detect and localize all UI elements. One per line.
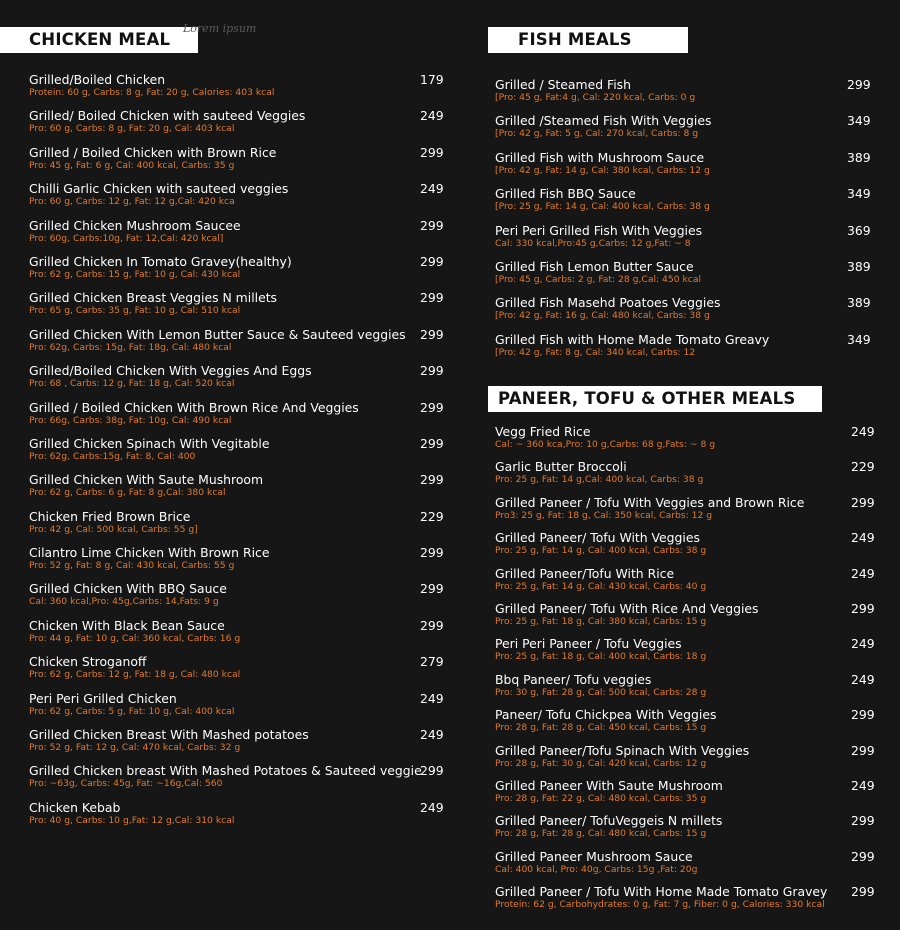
menu-item-nutrition: Pro: 25 g, Fat: 18 g, Cal: 400 kcal, Carbs: 18 g	[495, 651, 707, 663]
menu-item-nutrition: Cal: 400 kcal, Pro: 40g, Carbs: 15g ,Fat: 20g	[495, 863, 698, 875]
menu-item-price: 299	[847, 77, 871, 92]
menu-item-price: 249	[851, 530, 875, 546]
menu-item-price: 279	[420, 654, 444, 670]
menu-item	[495, 113, 875, 149]
menu-item-nutrition: Pro: 60g, Carbs:10g, Fat: 12,Cal: 420 kcal]	[29, 232, 224, 244]
menu-item-name: Grilled Paneer/ Tofu With Rice And Veggies	[495, 600, 759, 616]
menu-item-name: Peri Peri Grilled Fish With Veggies	[495, 222, 703, 238]
menu-item-price: 299	[420, 763, 444, 779]
menu-item	[495, 778, 880, 813]
menu-item	[29, 581, 449, 617]
menu-item-price: 299	[851, 848, 875, 864]
menu-item-price: 249	[851, 777, 875, 793]
menu-item-name: Chilli Garlic Chicken with sauteed veggies	[29, 181, 289, 197]
menu-item	[29, 290, 449, 326]
menu-item	[29, 254, 449, 290]
chicken-menu-list	[29, 72, 449, 836]
menu-item-price: 249	[420, 181, 444, 197]
menu-item-name: Paneer/ Tofu Chickpea With Veggies	[495, 707, 717, 723]
menu-item-name: Grilled Chicken With BBQ Sauce	[29, 581, 227, 597]
menu-item-price: 249	[420, 799, 444, 815]
menu-item-name: Grilled Paneer Mushroom Sauce	[495, 848, 693, 864]
menu-item-name: Chicken Stroganoff	[29, 654, 147, 670]
menu-item-name: Grilled Paneer/ TofuVeggeis N millets	[495, 813, 723, 829]
menu-item-price: 299	[420, 217, 444, 233]
menu-item	[495, 223, 875, 259]
menu-item	[29, 218, 449, 254]
menu-item-price: 299	[851, 600, 875, 616]
menu-item	[495, 566, 880, 601]
menu-item	[495, 424, 880, 459]
menu-item-name: Grilled Chicken Breast With Mashed potatoes	[29, 727, 309, 743]
menu-item-name: Garlic Butter Broccoli	[495, 459, 627, 475]
menu-item-price: 299	[420, 435, 444, 451]
menu-item-name: Grilled Paneer / Tofu With Veggies and Brown Rice	[495, 494, 805, 510]
menu-item-price: 389	[847, 149, 871, 165]
menu-item	[495, 77, 875, 113]
menu-item-nutrition: Pro: 62 g, Carbs: 12 g, Fat: 18 g, Cal: 480 kcal	[29, 669, 241, 681]
menu-item-nutrition: Pro: 52 g, Fat: 8 g, Cal: 430 kcal, Carbs: 55 g	[29, 560, 235, 572]
menu-item-price: 299	[420, 545, 444, 561]
menu-item-price: 249	[420, 108, 444, 124]
menu-item	[29, 436, 449, 472]
menu-item-nutrition: [Pro: 45 g, Carbs: 2 g, Fat: 28 g,Cal: 450 kcal	[495, 273, 702, 285]
menu-item-nutrition: Pro3: 25 g, Fat: 18 g, Cal: 350 kcal, Carbs: 12 g	[495, 509, 713, 521]
menu-item-price: 229	[420, 508, 444, 524]
menu-item-name: Grilled Paneer / Tofu With Home Made Tomato Gravey	[495, 884, 828, 900]
menu-item-name: Grilled Paneer/Tofu Spinach With Veggies	[495, 742, 750, 758]
menu-item-name: Grilled Fish with Mushroom Sauce	[495, 149, 705, 165]
menu-item-nutrition: [Pro: 42 g, Fat: 16 g, Cal: 480 kcal, Carbs: 38 g	[495, 310, 710, 322]
menu-item-price: 249	[851, 424, 875, 439]
menu-item-price: 299	[851, 742, 875, 758]
menu-item-name: Grilled Paneer/Tofu With Rice	[495, 565, 675, 581]
menu-item	[29, 509, 449, 545]
menu-item-nutrition: Pro: 62 g, Carbs: 6 g, Fat: 8 g,Cal: 380 kcal	[29, 487, 226, 499]
menu-item-nutrition: Pro: 28 g, Fat: 30 g, Cal: 420 kcal, Carbs: 12 g	[495, 757, 707, 769]
menu-item	[495, 813, 880, 848]
menu-item-nutrition: Pro: 44 g, Fat: 10 g, Cal: 360 kcal, Carbs: 16 g	[29, 632, 241, 644]
menu-item-price: 299	[851, 707, 875, 723]
menu-item-price: 389	[847, 295, 871, 311]
paneer-section-title: PANEER, TOFU & OTHER MEALS	[488, 386, 822, 412]
menu-item-nutrition: Pro: 60 g, Carbs: 8 g, Fat: 20 g, Cal: 403 kcal	[29, 123, 235, 135]
menu-item-name: Grilled /Steamed Fish With Veggies	[495, 113, 712, 129]
menu-item-nutrition: [Pro: 42 g, Fat: 8 g, Cal: 340 kcal, Carbs: 12	[495, 346, 696, 358]
menu-item-price: 299	[420, 581, 444, 597]
menu-item-name: Grilled/Boiled Chicken With Veggies And Eggs	[29, 363, 312, 379]
menu-item-price: 369	[847, 222, 871, 238]
menu-item	[495, 849, 880, 884]
menu-item-nutrition: Pro: 28 g, Fat: 28 g, Cal: 450 kcal, Carbs: 15 g	[495, 722, 707, 734]
fish-menu-list	[495, 77, 875, 368]
menu-item-nutrition: Pro: 45 g, Fat: 6 g, Cal: 400 kcal, Carbs: 35 g	[29, 159, 235, 171]
menu-item	[29, 327, 449, 363]
menu-item-price: 299	[420, 253, 444, 269]
menu-item-price: 299	[420, 399, 444, 415]
menu-item-nutrition: [Pro: 25 g, Fat: 14 g, Cal: 400 kcal, Carbs: 38 g	[495, 201, 710, 213]
menu-item-name: Bbq Paneer/ Tofu veggies	[495, 671, 652, 687]
menu-item-price: 299	[851, 494, 875, 510]
menu-item-name: Chicken Kebab	[29, 799, 121, 815]
menu-item	[29, 181, 449, 217]
menu-item	[29, 145, 449, 181]
menu-item-nutrition: Pro: 28 g, Fat: 28 g, Cal: 480 kcal, Carbs: 15 g	[495, 828, 707, 840]
menu-item	[495, 636, 880, 671]
menu-item	[495, 495, 880, 530]
menu-item-name: Grilled Chicken Breast Veggies N millets	[29, 290, 278, 306]
menu-item-price: 229	[851, 459, 875, 475]
menu-item-price: 299	[420, 144, 444, 160]
menu-item	[29, 363, 449, 399]
menu-item-nutrition: [Pro: 42 g, Fat: 14 g, Cal: 380 kcal, Carbs: 12 g	[495, 164, 710, 176]
menu-item	[495, 459, 880, 494]
menu-item-name: Grilled Chicken Mushroom Saucee	[29, 217, 241, 233]
menu-item-name: Grilled Chicken With Saute Mushroom	[29, 472, 264, 488]
menu-item-name: Grilled Chicken breast With Mashed Potatoes & Sauteed veggie	[29, 763, 422, 779]
menu-item-price: 249	[851, 636, 875, 652]
menu-item-name: Grilled / Boiled Chicken With Brown Rice And Veggies	[29, 399, 359, 415]
menu-item-nutrition: Cal: 360 kcal,Pro: 45g,Carbs: 14,Fats: 9 g	[29, 596, 219, 608]
menu-item-nutrition: Pro: ~63g, Carbs: 45g, Fat: ~16g,Cal: 560	[29, 778, 223, 790]
menu-item-price: 249	[420, 727, 444, 743]
menu-item-name: Grilled / Steamed Fish	[495, 77, 631, 92]
menu-item	[495, 672, 880, 707]
menu-item-name: Peri Peri Paneer / Tofu Veggies	[495, 636, 682, 652]
menu-item-name: Grilled Paneer/ Tofu With Veggies	[495, 530, 700, 546]
menu-item-price: 299	[420, 363, 444, 379]
menu-item	[495, 295, 875, 331]
menu-item-name: Grilled Chicken Spinach With Vegitable	[29, 435, 270, 451]
menu-item	[29, 654, 449, 690]
menu-item-nutrition: Pro: 62 g, Carbs: 15 g, Fat: 10 g, Cal: 430 kcal	[29, 268, 241, 280]
menu-item-price: 249	[851, 671, 875, 687]
menu-item-nutrition: Pro: 65 g, Carbs: 35 g, Fat: 10 g, Cal: 510 kcal	[29, 305, 241, 317]
menu-item-nutrition: Protein: 62 g, Carbohydrates: 0 g, Fat: 7 g, Fiber: 0 g, Calories: 330 kcal	[495, 899, 825, 911]
menu-item-price: 299	[420, 472, 444, 488]
menu-item-name: Grilled/ Boiled Chicken with sauteed Veggies	[29, 108, 306, 124]
menu-item-nutrition: Pro: 42 g, Cal: 500 kcal, Carbs: 55 g]	[29, 523, 198, 535]
menu-item-name: Grilled Chicken With Lemon Butter Sauce & Sauteed veggies	[29, 326, 406, 342]
menu-item-price: 299	[420, 290, 444, 306]
menu-item-name: Grilled/Boiled Chicken	[29, 72, 166, 87]
menu-item-nutrition: Pro: 25 g, Fat: 18 g, Cal: 380 kcal, Carbs: 15 g	[495, 615, 707, 627]
menu-item	[495, 259, 875, 295]
menu-item	[495, 150, 875, 186]
menu-item-nutrition: Cal: ~ 360 kca,Pro: 10 g,Carbs: 68 g,Fats: ~ 8 g	[495, 439, 716, 450]
menu-item-nutrition: Pro: 25 g, Fat: 14 g, Cal: 400 kcal, Carbs: 38 g	[495, 545, 707, 557]
menu-item-price: 249	[420, 690, 444, 706]
menu-item-name: Grilled / Boiled Chicken with Brown Rice	[29, 144, 277, 160]
menu-item	[29, 400, 449, 436]
menu-item-nutrition: Pro: 30 g, Fat: 28 g, Cal: 500 kcal, Carbs: 28 g	[495, 686, 707, 698]
menu-item-nutrition: Pro: 68 , Carbs: 12 g, Fat: 18 g, Cal: 520 kcal	[29, 378, 235, 390]
menu-item	[29, 72, 449, 108]
menu-item-nutrition: Pro: 52 g, Fat: 12 g, Cal: 470 kcal, Carbs: 32 g	[29, 742, 241, 754]
menu-item-price: 389	[847, 258, 871, 274]
menu-item-nutrition: Cal: 330 kcal,Pro:45 g,Carbs: 12 g,Fat: ~ 8	[495, 237, 691, 249]
menu-item	[29, 108, 449, 144]
menu-item-price: 349	[847, 113, 871, 129]
menu-item-nutrition: Pro: 28 g, Fat: 22 g, Cal: 480 kcal, Carbs: 35 g	[495, 792, 707, 804]
menu-item-nutrition: Pro: 40 g, Carbs: 10 g,Fat: 12 g,Cal: 310 kcal	[29, 814, 235, 826]
menu-item-price: 179	[420, 72, 444, 87]
menu-item-name: Grilled Chicken In Tomato Gravey(healthy)	[29, 253, 292, 269]
menu-item-name: Grilled Fish with Home Made Tomato Greavy	[495, 331, 770, 347]
menu-item-nutrition: Protein: 60 g, Carbs: 8 g, Fat: 20 g, Calories: 403 kcal	[29, 87, 275, 98]
menu-item-nutrition: Pro: 25 g, Fat: 14 g,Cal: 400 kcal, Carbs: 38 g	[495, 474, 704, 486]
menu-item-price: 299	[420, 617, 444, 633]
menu-item-name: Chicken With Black Bean Sauce	[29, 617, 225, 633]
menu-item-nutrition: Pro: 25 g, Fat: 14 g, Cal: 430 kcal, Carbs: 40 g	[495, 580, 707, 592]
menu-item	[29, 691, 449, 727]
menu-item-nutrition: Pro: 60 g, Carbs: 12 g, Fat: 12 g,Cal: 420 kca	[29, 196, 235, 208]
menu-item	[495, 332, 875, 368]
menu-item	[495, 601, 880, 636]
menu-item-name: Vegg Fried Rice	[495, 424, 591, 439]
menu-item-price: 249	[851, 565, 875, 581]
menu-item-name: Grilled Fish Masehd Poatoes Veggies	[495, 295, 721, 311]
menu-item	[495, 743, 880, 778]
menu-item-name: Chicken Fried Brown Brice	[29, 508, 191, 524]
menu-item	[29, 472, 449, 508]
menu-item-price: 349	[847, 186, 871, 202]
menu-item	[495, 707, 880, 742]
menu-item-name: Grilled Paneer With Saute Mushroom	[495, 777, 723, 793]
menu-item-nutrition: [Pro: 42 g, Fat: 5 g, Cal: 270 kcal, Carbs: 8 g	[495, 128, 699, 140]
menu-item-name: Peri Peri Grilled Chicken	[29, 690, 177, 706]
menu-item-nutrition: Pro: 62g, Carbs:15g, Fat: 8, Cal: 400	[29, 450, 196, 462]
menu-item-name: Grilled Fish Lemon Butter Sauce	[495, 258, 694, 274]
chicken-section-title: CHICKEN MEAL	[0, 27, 198, 53]
menu-item-price: 349	[847, 331, 871, 347]
fish-section-title: FISH MEALS	[488, 27, 688, 53]
menu-item-nutrition: Pro: 66g, Carbs: 38g, Fat: 10g, Cal: 490 kcal	[29, 414, 232, 426]
menu-item-nutrition: Pro: 62g, Carbs: 15g, Fat: 18g, Cal: 480 kcal	[29, 341, 232, 353]
menu-item	[495, 186, 875, 222]
paneer-menu-list	[495, 424, 880, 919]
menu-item	[29, 545, 449, 581]
menu-item	[29, 727, 449, 763]
menu-item-nutrition: Pro: 62 g, Carbs: 5 g, Fat: 10 g, Cal: 400 kcal	[29, 705, 235, 717]
menu-item	[29, 800, 449, 836]
menu-item-name: Cilantro Lime Chicken With Brown Rice	[29, 545, 270, 561]
menu-item-name: Grilled Fish BBQ Sauce	[495, 186, 636, 202]
menu-item	[29, 618, 449, 654]
menu-item-price: 299	[420, 326, 444, 342]
menu-item-price: 299	[851, 813, 875, 829]
menu-item	[495, 530, 880, 565]
menu-item	[29, 763, 449, 799]
menu-item-nutrition: [Pro: 45 g, Fat:4 g, Cal: 220 kcal, Carbs: 0 g	[495, 92, 696, 103]
watermark-text: Lorem ipsum	[183, 22, 257, 35]
menu-item-price: 299	[851, 884, 875, 900]
menu-item	[495, 884, 880, 919]
